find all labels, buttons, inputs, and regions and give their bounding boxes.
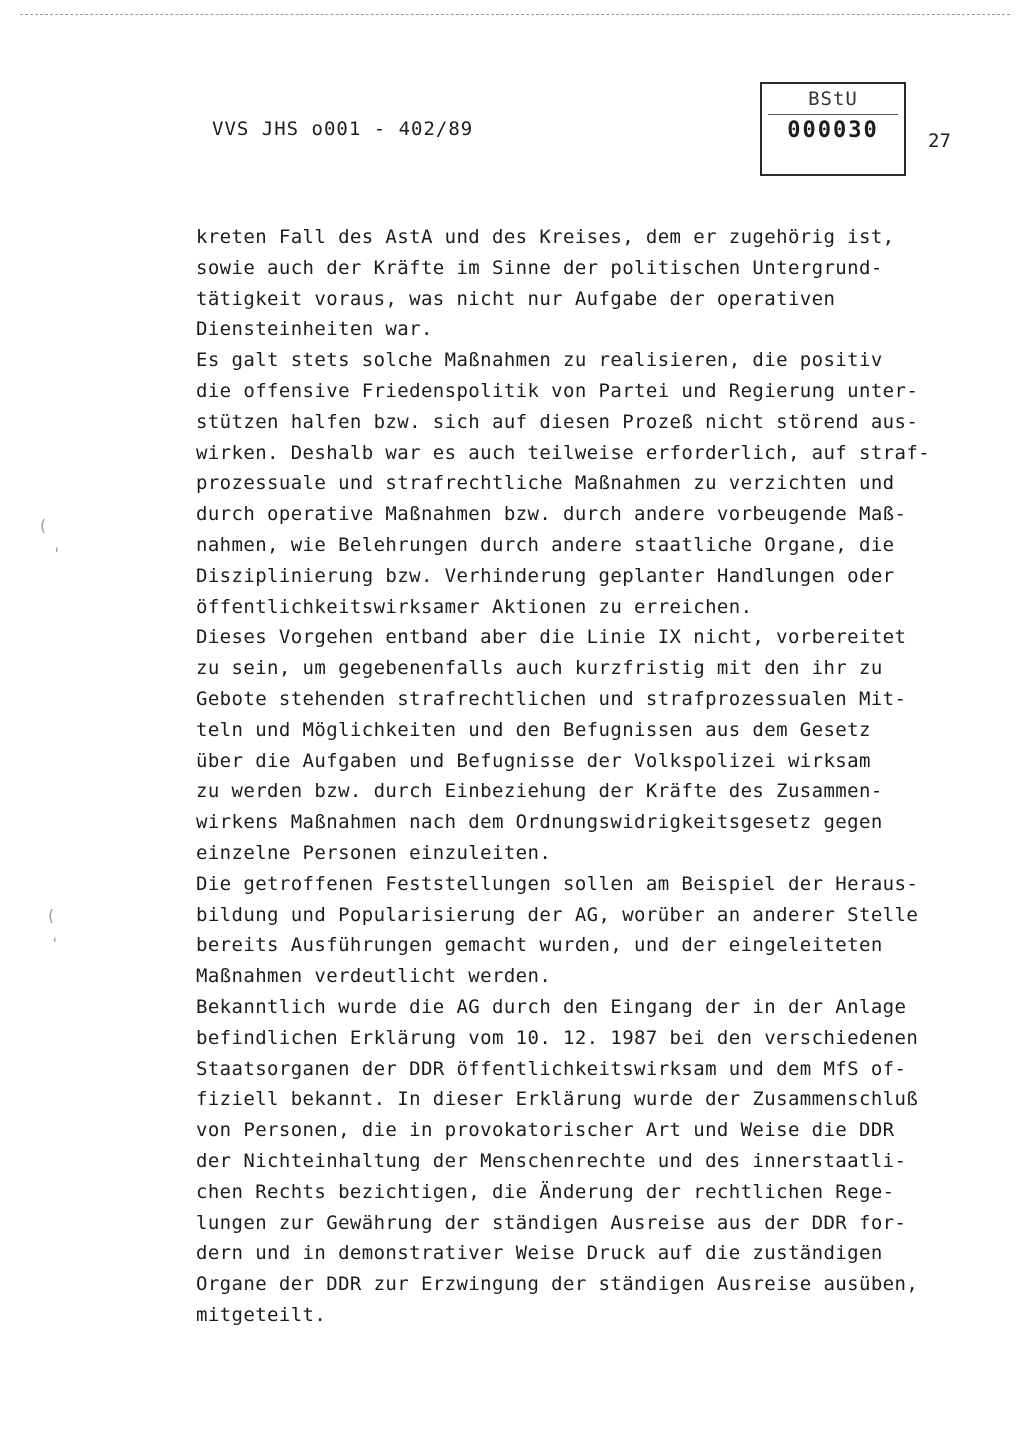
text-line: stützen halfen bzw. sich auf diesen Prozeß nicht störend aus- bbox=[196, 410, 919, 433]
text-line: Dieses Vorgehen entband aber die Linie IX nicht, vorbereitet bbox=[196, 626, 907, 649]
stamp-number: 000030 bbox=[787, 118, 879, 143]
punch-hole-mark: ' bbox=[50, 934, 60, 953]
text-line: teln und Möglichkeiten und den Befugnissen aus dem Gesetz bbox=[196, 718, 871, 741]
top-edge-rule bbox=[20, 14, 1010, 15]
body-text bbox=[196, 222, 976, 1331]
stamp-organization: BStU bbox=[808, 88, 858, 110]
text-line: fiziell bekannt. In dieser Erklärung wurde der Zusammenschluß bbox=[196, 1088, 919, 1111]
text-line: öffentlichkeitswirksamer Aktionen zu erreichen. bbox=[196, 595, 753, 618]
text-line: die offensive Friedenspolitik von Partei und Regierung unter- bbox=[196, 379, 919, 402]
text-line: lungen zur Gewährung der ständigen Ausreise aus der DDR for- bbox=[196, 1211, 907, 1234]
text-line: wirken. Deshalb war es auch teilweise erforderlich, auf straf- bbox=[196, 441, 931, 464]
text-line: prozessuale und strafrechtliche Maßnahmen zu verzichten und bbox=[196, 472, 895, 495]
text-line: über die Aufgaben und Befugnisse der Volkspolizei wirksam bbox=[196, 749, 871, 772]
text-line: sowie auch der Kräfte im Sinne der politischen Untergrund- bbox=[196, 256, 883, 279]
text-line: der Nichteinhaltung der Menschenrechte und des innerstaatli- bbox=[196, 1149, 907, 1172]
text-line: mitgeteilt. bbox=[196, 1303, 327, 1326]
text-line: von Personen, die in provokatorischer Art und Weise die DDR bbox=[196, 1119, 895, 1142]
text-line: Diensteinheiten war. bbox=[196, 318, 433, 341]
text-line: Es galt stets solche Maßnahmen zu realisieren, die positiv bbox=[196, 349, 883, 372]
page-number: 27 bbox=[928, 130, 951, 152]
text-line: wirkens Maßnahmen nach dem Ordnungswidrigkeitsgesetz gegen bbox=[196, 811, 883, 834]
text-line: dern und in demonstrativer Weise Druck auf die zuständigen bbox=[196, 1242, 883, 1265]
text-line: chen Rechts bezichtigen, die Änderung der rechtlichen Rege- bbox=[196, 1180, 895, 1203]
text-line: tätigkeit voraus, was nicht nur Aufgabe der operativen bbox=[196, 287, 836, 310]
text-line: einzelne Personen einzuleiten. bbox=[196, 841, 552, 864]
text-line: bereits Ausführungen gemacht wurden, und der eingeleiteten bbox=[196, 934, 883, 957]
text-line: kreten Fall des AstA und des Kreises, dem er zugehörig ist, bbox=[196, 226, 895, 248]
text-line: Disziplinierung bzw. Verhinderung geplanter Handlungen oder bbox=[196, 564, 895, 587]
text-line: zu sein, um gegebenenfalls auch kurzfristig mit den ihr zu bbox=[196, 657, 883, 680]
text-line: zu werden bzw. durch Einbeziehung der Kräfte des Zusammen- bbox=[196, 780, 883, 803]
text-line: Die getroffenen Feststellungen sollen am Beispiel der Heraus- bbox=[196, 872, 919, 895]
text-line: nahmen, wie Belehrungen durch andere staatliche Organe, die bbox=[196, 533, 895, 556]
text-line: bildung und Popularisierung der AG, worüber an anderer Stelle bbox=[196, 903, 919, 926]
punch-hole-mark: ( bbox=[38, 516, 48, 535]
punch-hole-mark: ' bbox=[52, 544, 62, 563]
text-line: Gebote stehenden strafrechtlichen und strafprozessualen Mit- bbox=[196, 687, 907, 710]
text-line: Staatsorganen der DDR öffentlichkeitswirksam und dem MfS of- bbox=[196, 1057, 907, 1080]
text-line: Organe der DDR zur Erzwingung der ständigen Ausreise ausüben, bbox=[196, 1273, 919, 1296]
text-line: befindlichen Erklärung vom 10. 12. 1987 bei den verschiedenen bbox=[196, 1026, 919, 1049]
text-line: durch operative Maßnahmen bzw. durch andere vorbeugende Maß- bbox=[196, 503, 907, 526]
text-line: Maßnahmen verdeutlicht werden. bbox=[196, 965, 552, 988]
archive-stamp bbox=[760, 82, 906, 176]
stamp-divider bbox=[768, 114, 898, 115]
text-line: Bekanntlich wurde die AG durch den Eingang der in der Anlage bbox=[196, 995, 907, 1018]
document-reference: VVS JHS o001 - 402/89 bbox=[212, 118, 474, 140]
punch-hole-mark: ( bbox=[46, 906, 56, 925]
